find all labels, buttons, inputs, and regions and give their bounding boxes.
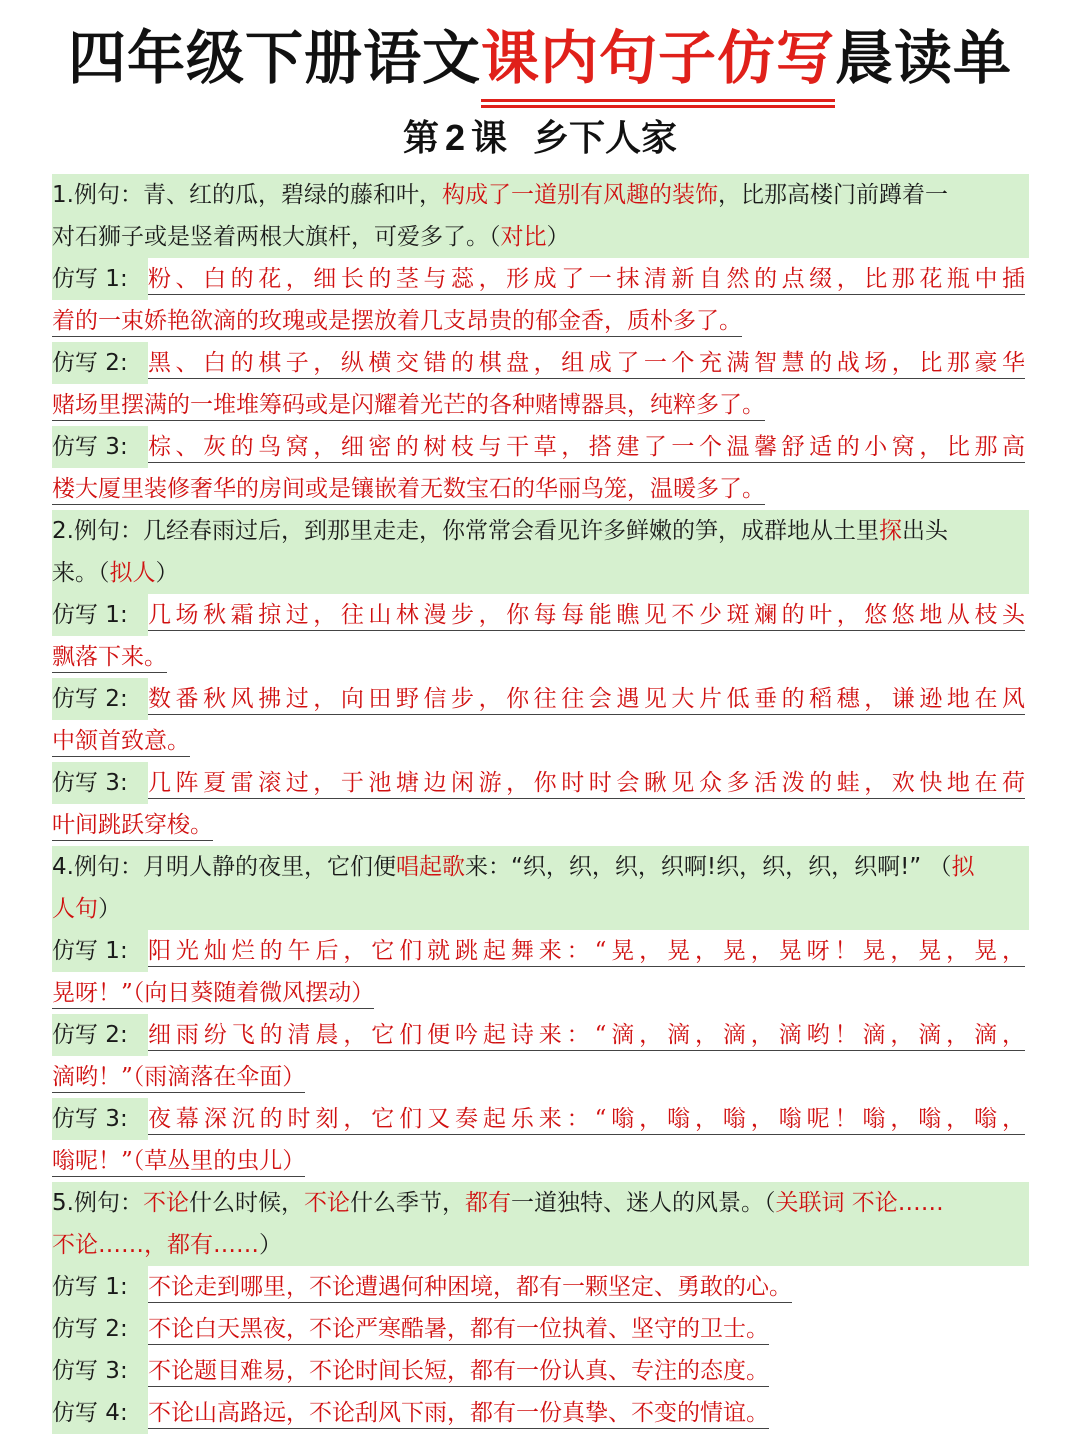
imitation-text: 飘落下来。 (52, 644, 167, 673)
imitation-text: 细雨纷飞的清晨，它们便吟起诗来：“滴，滴，滴，滴哟！滴，滴，滴， (148, 1022, 1025, 1051)
exercise-block (52, 174, 1029, 510)
imitation-label: 仿写 2: (52, 678, 148, 720)
imitation-label: 仿写 3: (52, 1098, 148, 1140)
imitation-line-cont (52, 1056, 1029, 1098)
example-sentence-line (52, 1182, 1029, 1224)
highlight-text: 构成了一道别有风趣的装饰 (441, 182, 718, 208)
highlight-text: 拟 (951, 854, 975, 880)
imitation-line (52, 1266, 1029, 1308)
imitation-line (52, 1014, 1029, 1056)
title-part1: 四年级下册语文 (67, 24, 481, 92)
imitation-text: 阳光灿烂的午后，它们就跳起舞来：“晃，晃，晃，晃呀！晃，晃，晃， (148, 938, 1025, 967)
imitation-line (52, 678, 1029, 720)
imitation-text: 粉、白的花，细长的茎与蕊，形成了一抹清新自然的点缀，比那花瓶中插 (148, 266, 1025, 295)
example-sentence-line (52, 1224, 1029, 1266)
title-part2: 晨读单 (835, 24, 1013, 92)
imitation-text: 嗡呢！”（草丛里的虫儿） (52, 1148, 305, 1177)
imitation-text: 几阵夏雷滚过，于池塘边闲游，你时时会瞅见众多活泼的蛙，欢快地在荷 (148, 770, 1025, 799)
imitation-text: 楼大厦里装修奢华的房间或是镶嵌着无数宝石的华丽鸟笼，温暖多了。 (52, 476, 765, 505)
lesson-prefix: 第 (402, 117, 439, 159)
imitation-label: 仿写 3: (52, 426, 148, 468)
imitation-label: 仿写 1: (52, 258, 148, 300)
imitation-line (52, 930, 1029, 972)
imitation-text: 黑、白的棋子，纵横交错的棋盘，组成了一个充满智慧的战场，比那豪华 (148, 350, 1025, 379)
highlight-text: 关联词 不论…… (775, 1190, 944, 1216)
imitation-text: 滴哟！”（雨滴落在伞面） (52, 1064, 305, 1093)
example-text: 什么季节， (349, 1190, 465, 1216)
imitation-label: 仿写 1: (52, 930, 148, 972)
imitation-label: 仿写 3: (52, 1350, 148, 1392)
example-text: ，比那高楼门前蹲着一 (717, 182, 948, 208)
lesson-number: 2 (444, 117, 465, 158)
imitation-line (52, 258, 1029, 300)
exercise-block (52, 510, 1029, 846)
exercise-block (52, 846, 1029, 1182)
example-text: 5.例句： (52, 1190, 143, 1216)
example-text: ） (155, 560, 179, 586)
imitation-text: 不论题目难易，不论时间长短，都有一份认真、专注的态度。 (148, 1358, 769, 1387)
imitation-line (52, 426, 1029, 468)
highlight-text: 对比 (500, 224, 547, 250)
imitation-line-cont (52, 1140, 1029, 1182)
imitation-label: 仿写 2: (52, 1014, 148, 1056)
imitation-text: 不论山高路远，不论刮风下雨，都有一份真挚、不变的情谊。 (148, 1400, 769, 1429)
imitation-line-cont (52, 468, 1029, 510)
example-sentence-line (52, 174, 1029, 216)
example-sentence-line (52, 846, 1029, 888)
imitation-line (52, 1392, 1029, 1434)
imitation-line-cont (52, 804, 1029, 846)
example-sentence-line (52, 888, 1029, 930)
example-text: 对石狮子或是竖着两根大旗杆，可爱多了。（ (52, 224, 501, 250)
imitation-line (52, 342, 1029, 384)
highlight-text: 不论……，都有…… (52, 1232, 259, 1258)
highlight-text: 人句 (52, 896, 98, 922)
lesson-suffix: 课 (471, 117, 508, 159)
example-text: 来。（ (52, 560, 110, 586)
imitation-line-cont (52, 300, 1029, 342)
imitation-label: 仿写 2: (52, 1308, 148, 1350)
imitation-line (52, 594, 1029, 636)
highlight-text: 不论 (303, 1190, 350, 1216)
highlight-text: 都有 (464, 1190, 511, 1216)
example-text: ） (98, 896, 121, 922)
example-text: ） (546, 224, 570, 250)
imitation-label: 仿写 3: (52, 762, 148, 804)
example-sentence-line (52, 510, 1029, 552)
lesson-name: 乡下人家 (533, 117, 678, 159)
imitation-text: 夜幕深沉的时刻，它们又奏起乐来：“嗡，嗡，嗡，嗡呢！嗡，嗡，嗡， (148, 1106, 1025, 1135)
imitation-label: 仿写 1: (52, 594, 148, 636)
example-text: 1.例句：青、红的瓜，碧绿的藤和叶， (52, 182, 442, 208)
example-text: 2.例句：几经春雨过后，到那里走走，你常常会看见许多鲜嫩的笋，成群地从土里 (52, 518, 879, 544)
highlight-text: 拟人 (109, 560, 156, 586)
imitation-text: 赌场里摆满的一堆堆筹码或是闪耀着光芒的各种赌博器具，纯粹多了。 (52, 392, 765, 421)
exercise-block (52, 1182, 1029, 1434)
example-sentence-line (52, 552, 1029, 594)
imitation-text: 晃呀！”（向日葵随着微风摆动） (52, 980, 374, 1009)
imitation-line-cont (52, 384, 1029, 426)
highlight-text: 探 (878, 518, 902, 544)
imitation-label: 仿写 4: (52, 1392, 148, 1434)
exercise-list (52, 174, 1029, 1434)
imitation-text: 不论走到哪里，不论遭遇何种困境，都有一颗坚定、勇敢的心。 (148, 1274, 792, 1303)
example-text: 来：“织，织，织，织啊!织，织，织，织啊!” （ (464, 854, 952, 880)
highlight-text: 不论 (142, 1190, 189, 1216)
example-text: 出头 (901, 518, 948, 544)
imitation-text: 棕、灰的鸟窝，细密的树枝与干草，搭建了一个温馨舒适的小窝，比那高 (148, 434, 1025, 463)
title-highlight: 课内句子仿写 (481, 18, 835, 98)
imitation-line-cont (52, 636, 1029, 678)
imitation-line (52, 762, 1029, 804)
imitation-text: 中颔首致意。 (52, 728, 190, 757)
imitation-text: 叶间跳跃穿梭。 (52, 812, 213, 841)
imitation-line-cont (52, 972, 1029, 1014)
imitation-line-cont (52, 720, 1029, 762)
example-sentence-line (52, 216, 1029, 258)
imitation-text: 几场秋霜掠过，往山林漫步，你每每能瞧见不少斑斓的叶，悠悠地从枝头 (148, 602, 1025, 631)
imitation-label: 仿写 1: (52, 1266, 148, 1308)
imitation-line (52, 1308, 1029, 1350)
imitation-text: 着的一束娇艳欲滴的玫瑰或是摆放着几支昂贵的郁金香，质朴多了。 (52, 308, 742, 337)
example-text: 一道独特、迷人的风景。（ (510, 1190, 776, 1216)
imitation-line (52, 1350, 1029, 1392)
example-text: 什么时候， (188, 1190, 304, 1216)
imitation-line (52, 1098, 1029, 1140)
imitation-text: 数番秋风拂过，向田野信步，你往往会遇见大片低垂的稻穗，谦逊地在风 (148, 686, 1025, 715)
imitation-label: 仿写 2: (52, 342, 148, 384)
page-title (0, 18, 1080, 98)
highlight-text: 唱起歌 (395, 854, 465, 880)
example-text: 4.例句：月明人静的夜里，它们便 (52, 854, 396, 880)
imitation-text: 不论白天黑夜，不论严寒酷暑，都有一位执着、坚守的卫士。 (148, 1316, 769, 1345)
lesson-heading (0, 112, 1080, 164)
example-text: ） (259, 1232, 282, 1258)
